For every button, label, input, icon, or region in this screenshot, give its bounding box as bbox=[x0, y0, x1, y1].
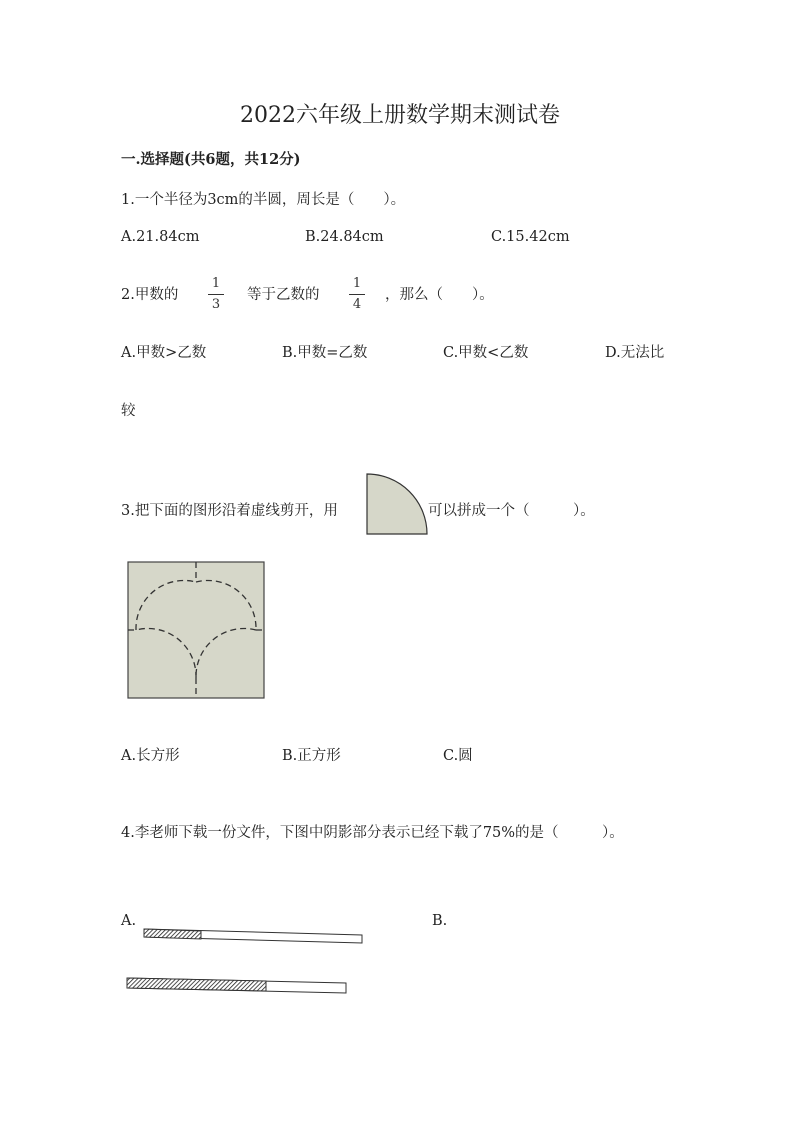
question-2-option-d-wrap: 较 bbox=[121, 403, 136, 419]
question-1-stem: 1.一个半径为3cm的半圆，周长是（ ）。 bbox=[121, 192, 406, 208]
fraction-denominator: 4 bbox=[352, 297, 362, 312]
question-2-option-b[interactable]: B.甲数=乙数 bbox=[282, 345, 368, 361]
question-2-stem-mid: 等于乙数的 bbox=[247, 287, 320, 303]
question-3-stem-start: 3.把下面的图形沿着虚线剪开，用 bbox=[121, 503, 338, 519]
section-heading: 一.选择题(共6题，共12分) bbox=[121, 151, 301, 168]
progress-bar-a bbox=[144, 929, 362, 943]
question-1-option-b[interactable]: B.24.84cm bbox=[305, 229, 384, 245]
question-1-option-a[interactable]: A.21.84cm bbox=[121, 229, 200, 245]
question-3-option-a[interactable]: A.长方形 bbox=[121, 748, 180, 764]
question-4-option-b[interactable]: B. bbox=[432, 913, 448, 929]
question-2-option-d[interactable]: D.无法比 bbox=[605, 345, 665, 361]
page-title: 2022六年级上册数学期末测试卷 bbox=[240, 103, 560, 128]
question-4-stem: 4.李老师下载一份文件，下图中阴影部分表示已经下载了75%的是（ ）。 bbox=[121, 825, 624, 841]
question-1-option-c[interactable]: C.15.42cm bbox=[491, 229, 570, 245]
question-2-option-c[interactable]: C.甲数<乙数 bbox=[443, 345, 529, 361]
question-3-option-b[interactable]: B.正方形 bbox=[282, 748, 341, 764]
fraction-denominator: 3 bbox=[211, 297, 221, 312]
fraction-numerator: 1 bbox=[211, 276, 221, 291]
question-3-stem-end: 可以拼成一个（ ）。 bbox=[428, 503, 595, 519]
fraction-numerator: 1 bbox=[352, 276, 362, 291]
progress-bar-b bbox=[127, 978, 346, 993]
question-3-option-c[interactable]: C.圆 bbox=[443, 748, 473, 764]
question-2-stem-start: 2.甲数的 bbox=[121, 287, 179, 303]
question-2-stem-end: ，那么（ ）。 bbox=[385, 287, 494, 303]
question-4-option-a[interactable]: A. bbox=[121, 913, 137, 929]
question-2-option-a[interactable]: A.甲数>乙数 bbox=[121, 345, 207, 361]
